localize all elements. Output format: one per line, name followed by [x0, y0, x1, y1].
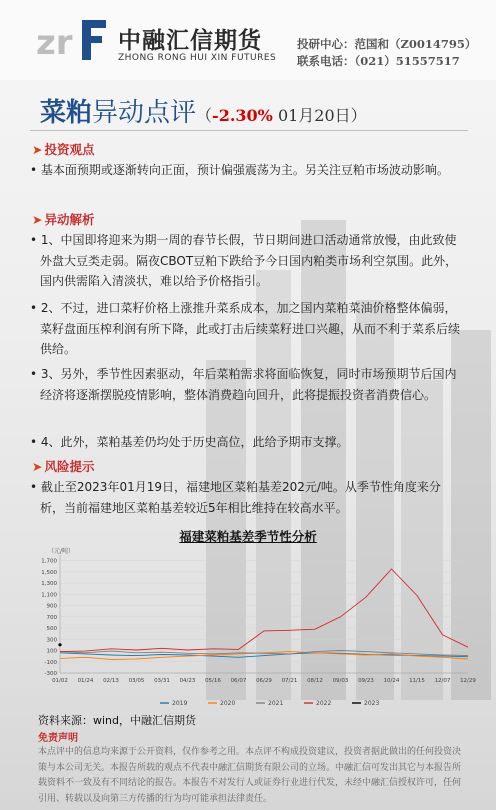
analysis-item: 2、不过，进口菜籽价格上涨推升菜系成本，加之国内菜粕菜油价格整体偏弱，菜籽盘面压榨利润有所下降，此或打击后续菜籽进口兴趣，从而不利于菜系后续供给。: [40, 301, 461, 356]
page-title: [40, 92, 367, 129]
risk-item: 截止至2023年01月19日，福建地区菜粕基差202元/吨。从季节性角度来分析，当前福建地区菜粕基差较近5年相比维持在较高水平。: [40, 480, 441, 515]
x-tick-label: 09/03: [332, 678, 349, 684]
analysis-paragraph-2: • 2、不过，进口菜籽价格上涨推升菜系成本，加之国内菜粕菜油价格整体偏弱，菜籽盘面压榨利润有所下降，此或打击后续菜籽进口兴趣，从而不利于菜系后续供给。: [30, 301, 461, 356]
x-tick-label: 08/12: [307, 678, 323, 684]
x-tick-label: 03/05: [128, 678, 145, 684]
x-tick-label: 11/15: [409, 678, 425, 684]
title-main: 菜粕: [40, 98, 93, 128]
x-tick-label: 06/29: [256, 678, 272, 684]
x-tick-label: 01/24: [77, 678, 94, 684]
y-tick-label: -300: [44, 671, 57, 677]
phone-info: 联系电话：（021）51557517: [297, 54, 460, 68]
zrf-logo-icon: [36, 18, 110, 62]
x-tick-label: 12/07: [434, 678, 451, 684]
disclaimer-heading: 免责声明: [38, 733, 78, 744]
title-sub: 异动点评: [92, 98, 197, 128]
analysis-item: 1、中国即将迎来为期一周的春节长假，节日期间进口活动通常放慢，由此致使外盘大豆类走弱。隔夜CBOT豆粕下跌给予今日国内粕类市场利空氛围。此外，国内供需陷入清淡状，难以给予价格指引。: [40, 233, 458, 288]
title-date: 01月20日）: [272, 106, 367, 125]
svg-text:zr: zr: [36, 23, 73, 62]
legend-label: 2021: [268, 700, 284, 707]
data-source: 资料来源：wind，中融汇信期货: [38, 714, 197, 727]
x-tick-label: 03/31: [154, 678, 170, 684]
series-point-2023: [58, 643, 61, 646]
section-heading-analysis: ➤ 异动解析: [32, 212, 95, 227]
x-tick-label: 10/24: [383, 678, 400, 684]
x-tick-label: 01/02: [52, 678, 68, 684]
y-tick-label: 1,300: [41, 581, 57, 588]
legend-label: 2023: [364, 700, 380, 707]
x-tick-label: 04/23: [179, 678, 196, 684]
analyst-info: 投研中心：范国和（Z0014795）: [297, 37, 477, 51]
y-tick-label: 1,100: [41, 592, 57, 599]
legend-label: 2022: [316, 700, 332, 707]
arrow-right-icon: ➤: [32, 142, 43, 157]
title-divider: [30, 130, 468, 131]
x-tick-label: 12/29: [460, 678, 476, 684]
analysis-paragraph-4: • 4、此外，菜粕基差仍均处于历史高位，此给予期市支撑。: [30, 435, 349, 449]
brand-name-cn: 中融汇信期货: [118, 28, 262, 54]
x-tick-label: 05/16: [205, 678, 221, 684]
analysis-item: 4、此外，菜粕基差仍均处于历史高位，此给予期市支撑。: [40, 435, 349, 449]
risk-paragraph: • 截止至2023年01月19日，福建地区菜粕基差202元/吨。从季节性角度来分析，当前福建地区菜粕基差较近5年相比维持在较高水平。: [30, 480, 441, 515]
section-heading-view: ➤ 投资观点: [32, 142, 95, 157]
header: [0, 0, 496, 80]
x-tick-label: 06/07: [230, 678, 247, 684]
y-tick-label: 1,700: [41, 558, 57, 565]
y-tick-label: 500: [46, 626, 57, 633]
view-paragraph: • 基本面预期或逐渐转向正面，预计偏强震荡为主。另关注豆粕市场波动影响。: [30, 163, 449, 177]
y-tick-label: 300: [46, 637, 57, 644]
y-tick-label: 900: [46, 603, 57, 610]
x-tick-label: 09/23: [358, 678, 374, 684]
brand-name-en: ZHONG RONG HUI XIN FUTURES: [118, 53, 277, 63]
y-tick-label: -100: [44, 659, 57, 666]
analysis-paragraph-1: • 1、中国即将迎来为期一周的春节长假，节日期间进口活动通常放慢，由此致使外盘大豆类走弱。隔夜CBOT豆粕下跌给予今日国内粕类市场利空氛围。此外，国内供需陷入清淡状，难以给予价格指引。: [30, 233, 458, 288]
disclaimer-text: 本点评中的信息均来源于公开资料，仅作参考之用。本点评不构成投资建议，投资者据此做出的任何投资决策与本公司无关。本报告所载的观点不代表中融汇信期货有限公司的立场。中融汇信可发出其它与本报告所载资料不一致及有不同结论的报告。本报告不对发行人或证券行业进行代发，未经中融汇信授权许可，任何引用、转载以及向第三方传播的行为均可能承担法律责任。: [38, 747, 462, 804]
x-tick-label: 07/21: [281, 678, 298, 684]
x-tick-label: 02/13: [103, 678, 119, 684]
y-axis-unit: （元/吨）: [48, 548, 75, 555]
legend-label: 2019: [172, 700, 188, 707]
title-paren: （: [196, 106, 213, 125]
y-tick-label: 100: [46, 648, 57, 655]
basis-seasonal-chart: [30, 545, 476, 715]
price-change: -2.30%: [212, 106, 273, 125]
legend-label: 2020: [220, 700, 236, 707]
chart-title: 福建菜粕基差季节性分析: [179, 529, 317, 544]
arrow-right-icon: ➤: [32, 212, 43, 227]
section-heading-risk: ➤ 风险提示: [32, 459, 95, 474]
view-item: 基本面预期或逐渐转向正面，预计偏强震荡为主。另关注豆粕市场波动影响。: [40, 163, 449, 177]
y-tick-label: 700: [46, 614, 57, 621]
analysis-item: 3、另外，季节性因素驱动，年后菜粕需求将面临恢复，同时市场预期节后国内经济将逐渐摆脱疫情影响，整体消费趋向回升，此将提振投资者消费信心。: [40, 367, 457, 402]
analysis-paragraph-3: • 3、另外，季节性因素驱动，年后菜粕需求将面临恢复，同时市场预期节后国内经济将逐渐摆脱疫情影响，整体消费趋向回升，此将提振投资者消费信心。: [30, 367, 457, 402]
arrow-right-icon: ➤: [32, 459, 43, 474]
y-tick-label: 1,500: [41, 569, 57, 576]
